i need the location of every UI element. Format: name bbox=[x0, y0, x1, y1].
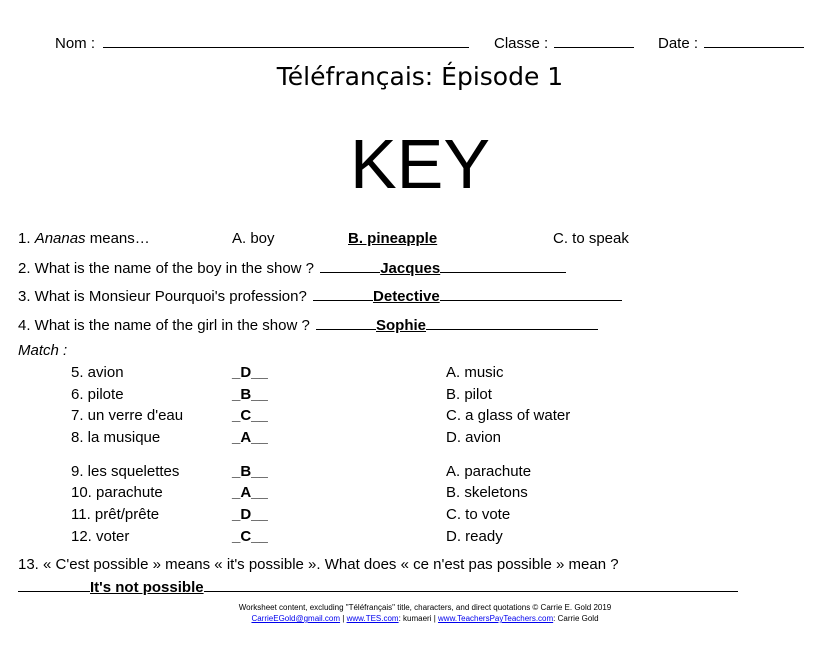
question-2 bbox=[18, 258, 566, 277]
date-group bbox=[658, 33, 804, 52]
key-heading: KEY bbox=[349, 125, 491, 203]
q3-blank-tail bbox=[440, 286, 622, 301]
q1-term: Ananas bbox=[34, 230, 86, 247]
match-answer: _C__ bbox=[232, 528, 268, 545]
tpt-link[interactable]: www.TeachersPayTeachers.com bbox=[438, 614, 554, 623]
match-answer: _D__ bbox=[232, 506, 268, 523]
classe-group bbox=[494, 33, 634, 52]
q4-blank-lead bbox=[316, 315, 376, 330]
match-option: B. pilot bbox=[446, 386, 492, 403]
q2-blank-tail bbox=[440, 258, 566, 273]
q1-prompt: means… bbox=[89, 230, 150, 247]
nom-label: Nom : bbox=[55, 35, 96, 52]
q13-answer-row bbox=[18, 577, 738, 596]
match-answer: _A__ bbox=[232, 484, 268, 501]
match-label: Match : bbox=[18, 342, 68, 359]
match-item: 5. avion bbox=[71, 364, 124, 381]
match-option: D. ready bbox=[446, 528, 503, 545]
q1-option-a: A. boy bbox=[232, 230, 275, 247]
match-item: 6. pilote bbox=[71, 386, 124, 403]
q2-prompt: 2. What is the name of the boy in the show ? bbox=[18, 260, 315, 277]
q3-prompt: 3. What is Monsieur Pourquoi's profession? bbox=[18, 288, 307, 305]
question-1 bbox=[18, 230, 150, 247]
match-item: 9. les squelettes bbox=[71, 463, 180, 480]
match-item: 12. voter bbox=[71, 528, 130, 545]
q2-answer: Jacques bbox=[380, 260, 441, 277]
tes-user: : kumaeri | bbox=[398, 614, 439, 623]
match-item: 11. prêt/prête bbox=[71, 506, 160, 523]
q1-option-c: C. to speak bbox=[553, 230, 629, 247]
worksheet-title: Téléfrançais: Épisode 1 bbox=[276, 62, 564, 91]
q4-prompt: 4. What is the name of the girl in the show ? bbox=[18, 317, 310, 334]
match-item: 7. un verre d'eau bbox=[71, 407, 184, 424]
q4-blank-tail bbox=[426, 315, 598, 330]
match-answer: _B__ bbox=[232, 463, 268, 480]
nom-field[interactable] bbox=[103, 33, 469, 48]
date-label: Date : bbox=[658, 35, 699, 52]
match-option: A. music bbox=[446, 364, 504, 381]
q13-blank-tail bbox=[204, 577, 738, 592]
match-answer: _D__ bbox=[232, 364, 268, 381]
tpt-user: : Carrie Gold bbox=[553, 614, 599, 623]
match-option: C. to vote bbox=[446, 506, 511, 523]
email-link[interactable]: CarrieEGold@gmail.com bbox=[251, 614, 341, 623]
match-option: C. a glass of water bbox=[446, 407, 571, 424]
q3-answer: Detective bbox=[373, 288, 440, 305]
q4-answer: Sophie bbox=[376, 317, 427, 334]
question-13: 13. « C'est possible » means « it's possible ». What does « ce n'est pas possible » mean ? bbox=[18, 556, 619, 573]
footer-sep: | bbox=[340, 614, 347, 623]
match-item: 10. parachute bbox=[71, 484, 163, 501]
question-4 bbox=[18, 315, 598, 334]
classe-field[interactable] bbox=[554, 33, 634, 48]
match-answer: _C__ bbox=[232, 407, 268, 424]
date-field[interactable] bbox=[704, 33, 804, 48]
q2-blank-lead bbox=[320, 258, 380, 273]
q3-blank-lead bbox=[313, 286, 373, 301]
classe-label: Classe : bbox=[494, 35, 549, 52]
match-option: B. skeletons bbox=[446, 484, 528, 501]
header-row bbox=[55, 33, 469, 52]
footer-copyright: Worksheet content, excluding "Téléfrançais" title, characters, and direct quotations © Carrie E. Gold 2019 bbox=[238, 603, 612, 612]
match-option: D. avion bbox=[446, 429, 502, 446]
footer-links bbox=[0, 614, 840, 623]
match-answer: _B__ bbox=[232, 386, 268, 403]
match-item: 8. la musique bbox=[71, 429, 161, 446]
q1-number: 1. bbox=[18, 230, 31, 247]
tes-link[interactable]: www.TES.com bbox=[346, 614, 399, 623]
question-3 bbox=[18, 286, 622, 305]
match-answer: _A__ bbox=[232, 429, 268, 446]
q13-answer: It's not possible bbox=[90, 579, 204, 596]
match-option: A. parachute bbox=[446, 463, 532, 480]
q13-blank-lead bbox=[18, 577, 90, 592]
q1-option-b-answer: B. pineapple bbox=[348, 230, 438, 247]
